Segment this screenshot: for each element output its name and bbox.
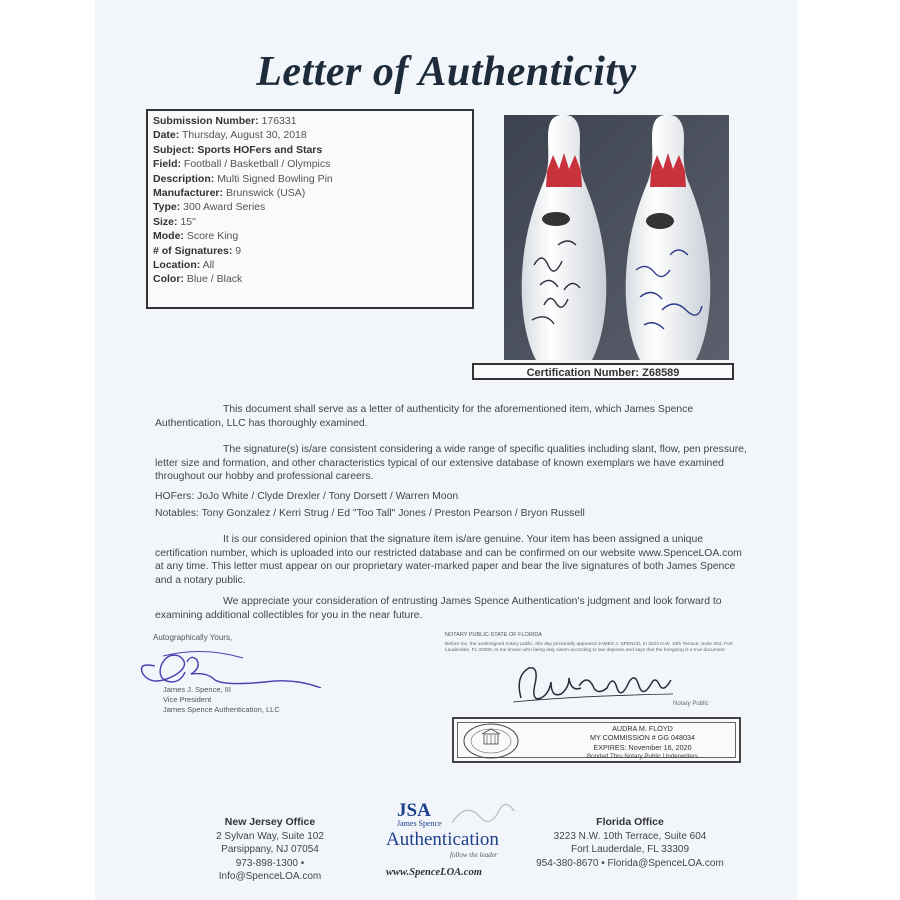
- certification-label: Certification Number:: [526, 367, 640, 379]
- intro-paragraph: This document shall serve as a letter of authenticity for the aforementioned item, which James Spence Authentication, LLC has thoroughly examined.: [155, 404, 694, 429]
- signature-flourish-icon: [448, 797, 518, 833]
- type-row: Type: 300 Award Series: [153, 201, 266, 214]
- consistency-paragraph: The signature(s) is/are consistent considering a wide range of specific qualities including slant, flow, pen pressure, letter size and formation, and other characteristics typical of our extensive database of known exemplars we have examined throughout our hobby and professional careers.: [155, 444, 747, 483]
- closing-salutation: Autographically Yours,: [153, 633, 233, 642]
- certification-number: Z68589: [642, 367, 680, 379]
- subject-row: Subject: Sports HOFers and Stars: [153, 143, 323, 156]
- notary-expires: EXPIRES: November 16, 2020: [593, 742, 692, 752]
- location-row: Location: All: [153, 259, 215, 272]
- bowling-pin-photo: [504, 115, 729, 360]
- website-link[interactable]: www.SpenceLOA.com: [386, 867, 482, 878]
- spence-signature: [117, 642, 337, 688]
- notary-name: AUDRA M. FLOYD: [612, 724, 673, 733]
- opinion-paragraph: It is our considered opinion that the signature item is/are genuine. Your item has been assigned a unique certification number, which is uploaded into our restricted database and can be confirmed on our website www.SpenceLOA.com at any time. This letter must appear on our proprietary water-marked paper and bear the live signatures of both James Spence and a notary public.: [155, 534, 742, 586]
- notary-text: Before me, the undersigned notary public, this day personally appeared JAMES J. SPENCE, III 3223 N.W. 10th Terrace, Suite 604, Fort Lauderdale, FL 33309, to me known who being duly sworn according to law deposes and says that the foregoing is a true document.: [445, 642, 733, 653]
- description-row: Description: Multi Signed Bowling Pin: [153, 172, 333, 185]
- item-details-box: [146, 109, 474, 309]
- new-jersey-office: New Jersey Office 2 Sylvan Way, Suite 102 Parsippany, NJ 07054 973-898-1300 • Info@SpenceLOA.com: [216, 816, 324, 883]
- field-row: Field: Football / Basketball / Olympics: [153, 158, 331, 171]
- florida-office: Florida Office 3223 N.W. 10th Terrace, Suite 604 Fort Lauderdale, FL 33309 954-380-8670 • Florida@SpenceLOA.com: [536, 816, 724, 869]
- notables-list: Notables: Tony Gonzalez / Kerri Strug / Ed "Too Tall" Jones / Preston Pearson / Bryon Russell: [155, 508, 585, 519]
- signer-company: James Spence Authentication, LLC: [163, 705, 280, 714]
- hofers-list: HOFers: JoJo White / Clyde Drexler / Tony Dorsett / Warren Moon: [155, 491, 459, 502]
- notary-commission: MY COMMISSION # GG 048034: [590, 733, 695, 743]
- letter-page: [95, 0, 798, 900]
- notary-seal-icon: [462, 722, 520, 760]
- notary-bonded: Bonded Thru Notary Public Underwriters: [587, 752, 698, 760]
- notary-heading: NOTARY PUBLIC-STATE OF FLORIDA: [445, 632, 542, 638]
- date-row: Date: Thursday, August 30, 2018: [153, 129, 307, 142]
- appreciation-paragraph: We appreciate your consideration of entrusting James Spence Authentication's judgment and look forward to examining additional collectibles for you in the near future.: [155, 596, 722, 621]
- signer-block: [163, 685, 280, 715]
- jsa-logo: JSA James Spence Authentication follow the leader www.SpenceLOA.com: [378, 797, 528, 882]
- color-row: Color: Blue / Black: [153, 273, 243, 286]
- submission-number-row: Submission Number: 176331: [153, 115, 297, 127]
- certification-number-box: [472, 363, 734, 380]
- page-title: Letter of Authenticity: [256, 49, 637, 95]
- size-row: Size: 15": [153, 215, 196, 228]
- notary-stamp: [452, 717, 741, 763]
- signer-title: Vice President: [163, 695, 212, 704]
- notary-signature: [507, 662, 682, 708]
- signatures-row: # of Signatures: 9: [153, 244, 242, 257]
- notary-public-label: Notary Public: [673, 701, 709, 707]
- signer-name: James J. Spence, III: [163, 685, 231, 694]
- mode-row: Mode: Score King: [153, 230, 239, 243]
- manufacturer-row: Manufacturer: Brunswick (USA): [153, 187, 306, 200]
